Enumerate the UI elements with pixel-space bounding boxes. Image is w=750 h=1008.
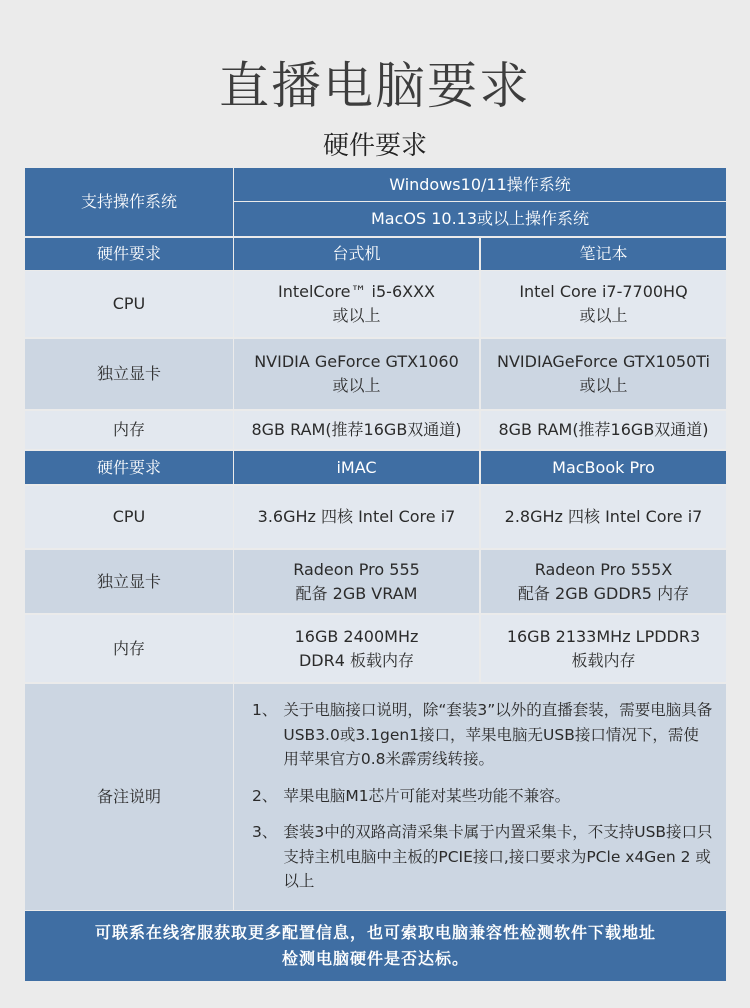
mac-gpu-imac-line2: 配备 2GB VRAM [295, 583, 418, 603]
pc-header-laptop-text: 笔记本 [579, 244, 628, 263]
mac-gpu-macbook [481, 550, 726, 613]
pc-ram-laptop-text: 8GB RAM(推荐16GB双通道) [498, 420, 709, 439]
pc-cpu-desktop-line2: 或以上 [332, 306, 381, 325]
pc-ram-desktop [234, 411, 479, 449]
mac-gpu-label [25, 550, 233, 613]
pc-header-desktop [234, 238, 479, 270]
footer-banner [25, 911, 726, 981]
mac-ram-macbook-line1: 16GB 2133MHz LPDDR3 [506, 626, 701, 646]
pc-gpu-desktop-line1: NVIDIA GeForce GTX1060 [254, 352, 459, 371]
note-text: 套装3中的双路高清采集卡属于内置采集卡，不支持USB接口只支持主机电脑中主板的PCIE接口,接口要求为PCle x4Gen 2 或以上 [283, 823, 713, 890]
mac-gpu-imac-line1: Radeon Pro 555 [293, 559, 420, 579]
footer-line2: 检测电脑硬件是否达标。 [281, 949, 469, 968]
mac-cpu-macbook-text: 2.8GHz 四核 Intel Core i7 [504, 507, 703, 526]
mac-ram-label-text: 内存 [112, 638, 145, 658]
notes-label-text: 备注说明 [96, 787, 161, 806]
mac-ram-macbook-line2: 板载内存 [571, 650, 636, 670]
pc-ram-label-text: 内存 [112, 420, 145, 439]
pc-gpu-label-text: 独立显卡 [96, 364, 161, 383]
pc-cpu-desktop [234, 271, 479, 337]
mac-header-macbook [481, 451, 726, 484]
mac-header-label-text: 硬件要求 [96, 457, 161, 477]
pc-header-label [25, 238, 233, 270]
pc-cpu-laptop-line1: Intel Core i7-7700HQ [519, 282, 688, 301]
pc-cpu-label [25, 271, 233, 337]
footer-line1: 可联系在线客服获取更多配置信息，也可索取电脑兼容性检测软件下载地址 [94, 923, 656, 942]
pc-ram-desktop-text: 8GB RAM(推荐16GB双通道) [251, 420, 462, 439]
mac-cpu-label-text: CPU [112, 507, 146, 526]
os-label: 支持操作系统 [80, 192, 177, 211]
section-subtitle: 硬件要求 [322, 131, 427, 161]
pc-cpu-desktop-line1: IntelCore™ i5-6XXX [278, 282, 435, 301]
note-number: 2、 [252, 786, 278, 805]
pc-header-label-text: 硬件要求 [96, 244, 161, 263]
mac-cpu-label [25, 486, 233, 548]
os-mac: MacOS 10.13或以上操作系统 [370, 209, 590, 228]
note-number: 1、 [252, 701, 278, 719]
notes-content [234, 684, 726, 910]
mac-header-label [25, 451, 233, 484]
pc-cpu-laptop [481, 271, 726, 337]
pc-ram-laptop [481, 411, 726, 449]
os-label-cell [25, 168, 233, 236]
mac-header-imac-text: iMAC [336, 457, 377, 477]
mac-ram-imac-line2: DDR4 板载内存 [298, 650, 415, 670]
note-text: 关于电脑接口说明，除“套装3”以外的直播套装，需要电脑具备USB3.0或3.1gen1接口，苹果电脑无USB接口情况下，需使用苹果官方0.8米霹雳线转接。 [283, 701, 713, 768]
pc-gpu-laptop-line2: 或以上 [579, 376, 628, 395]
note-item [252, 820, 714, 894]
mac-header-macbook-text: MacBook Pro [552, 457, 655, 477]
pc-header-desktop-text: 台式机 [332, 244, 381, 263]
pc-gpu-desktop [234, 339, 479, 409]
mac-gpu-imac [234, 550, 479, 613]
mac-cpu-macbook [481, 486, 726, 548]
pc-gpu-desktop-line2: 或以上 [332, 376, 381, 395]
mac-ram-label [25, 615, 233, 682]
pc-cpu-label-text: CPU [112, 294, 146, 313]
mac-ram-imac [234, 615, 479, 682]
mac-gpu-macbook-line2: 配备 2GB GDDR5 内存 [517, 583, 690, 603]
pc-cpu-laptop-line2: 或以上 [579, 306, 628, 325]
pc-header-laptop [481, 238, 726, 270]
mac-gpu-label-text: 独立显卡 [96, 571, 161, 591]
mac-cpu-imac-text: 3.6GHz 四核 Intel Core i7 [257, 507, 456, 526]
note-number: 3、 [252, 823, 278, 841]
note-item [252, 784, 714, 809]
os-windows: Windows10/11操作系统 [389, 174, 571, 194]
notes-label [25, 684, 233, 910]
mac-ram-imac-line1: 16GB 2400MHz [294, 626, 419, 646]
pc-gpu-laptop [481, 339, 726, 409]
mac-header-imac [234, 451, 479, 484]
os-windows-cell [234, 168, 726, 201]
note-item [252, 698, 714, 772]
os-mac-cell [234, 202, 726, 236]
pc-ram-label [25, 411, 233, 449]
note-text: 苹果电脑M1芯片可能对某些功能不兼容。 [283, 786, 571, 805]
mac-gpu-macbook-line1: Radeon Pro 555X [534, 559, 673, 579]
mac-cpu-imac [234, 486, 479, 548]
mac-ram-macbook [481, 615, 726, 682]
pc-gpu-laptop-line1: NVIDIAGeForce GTX1050Ti [497, 352, 710, 371]
pc-gpu-label [25, 339, 233, 409]
page-title: 直播电脑要求 [219, 57, 531, 115]
